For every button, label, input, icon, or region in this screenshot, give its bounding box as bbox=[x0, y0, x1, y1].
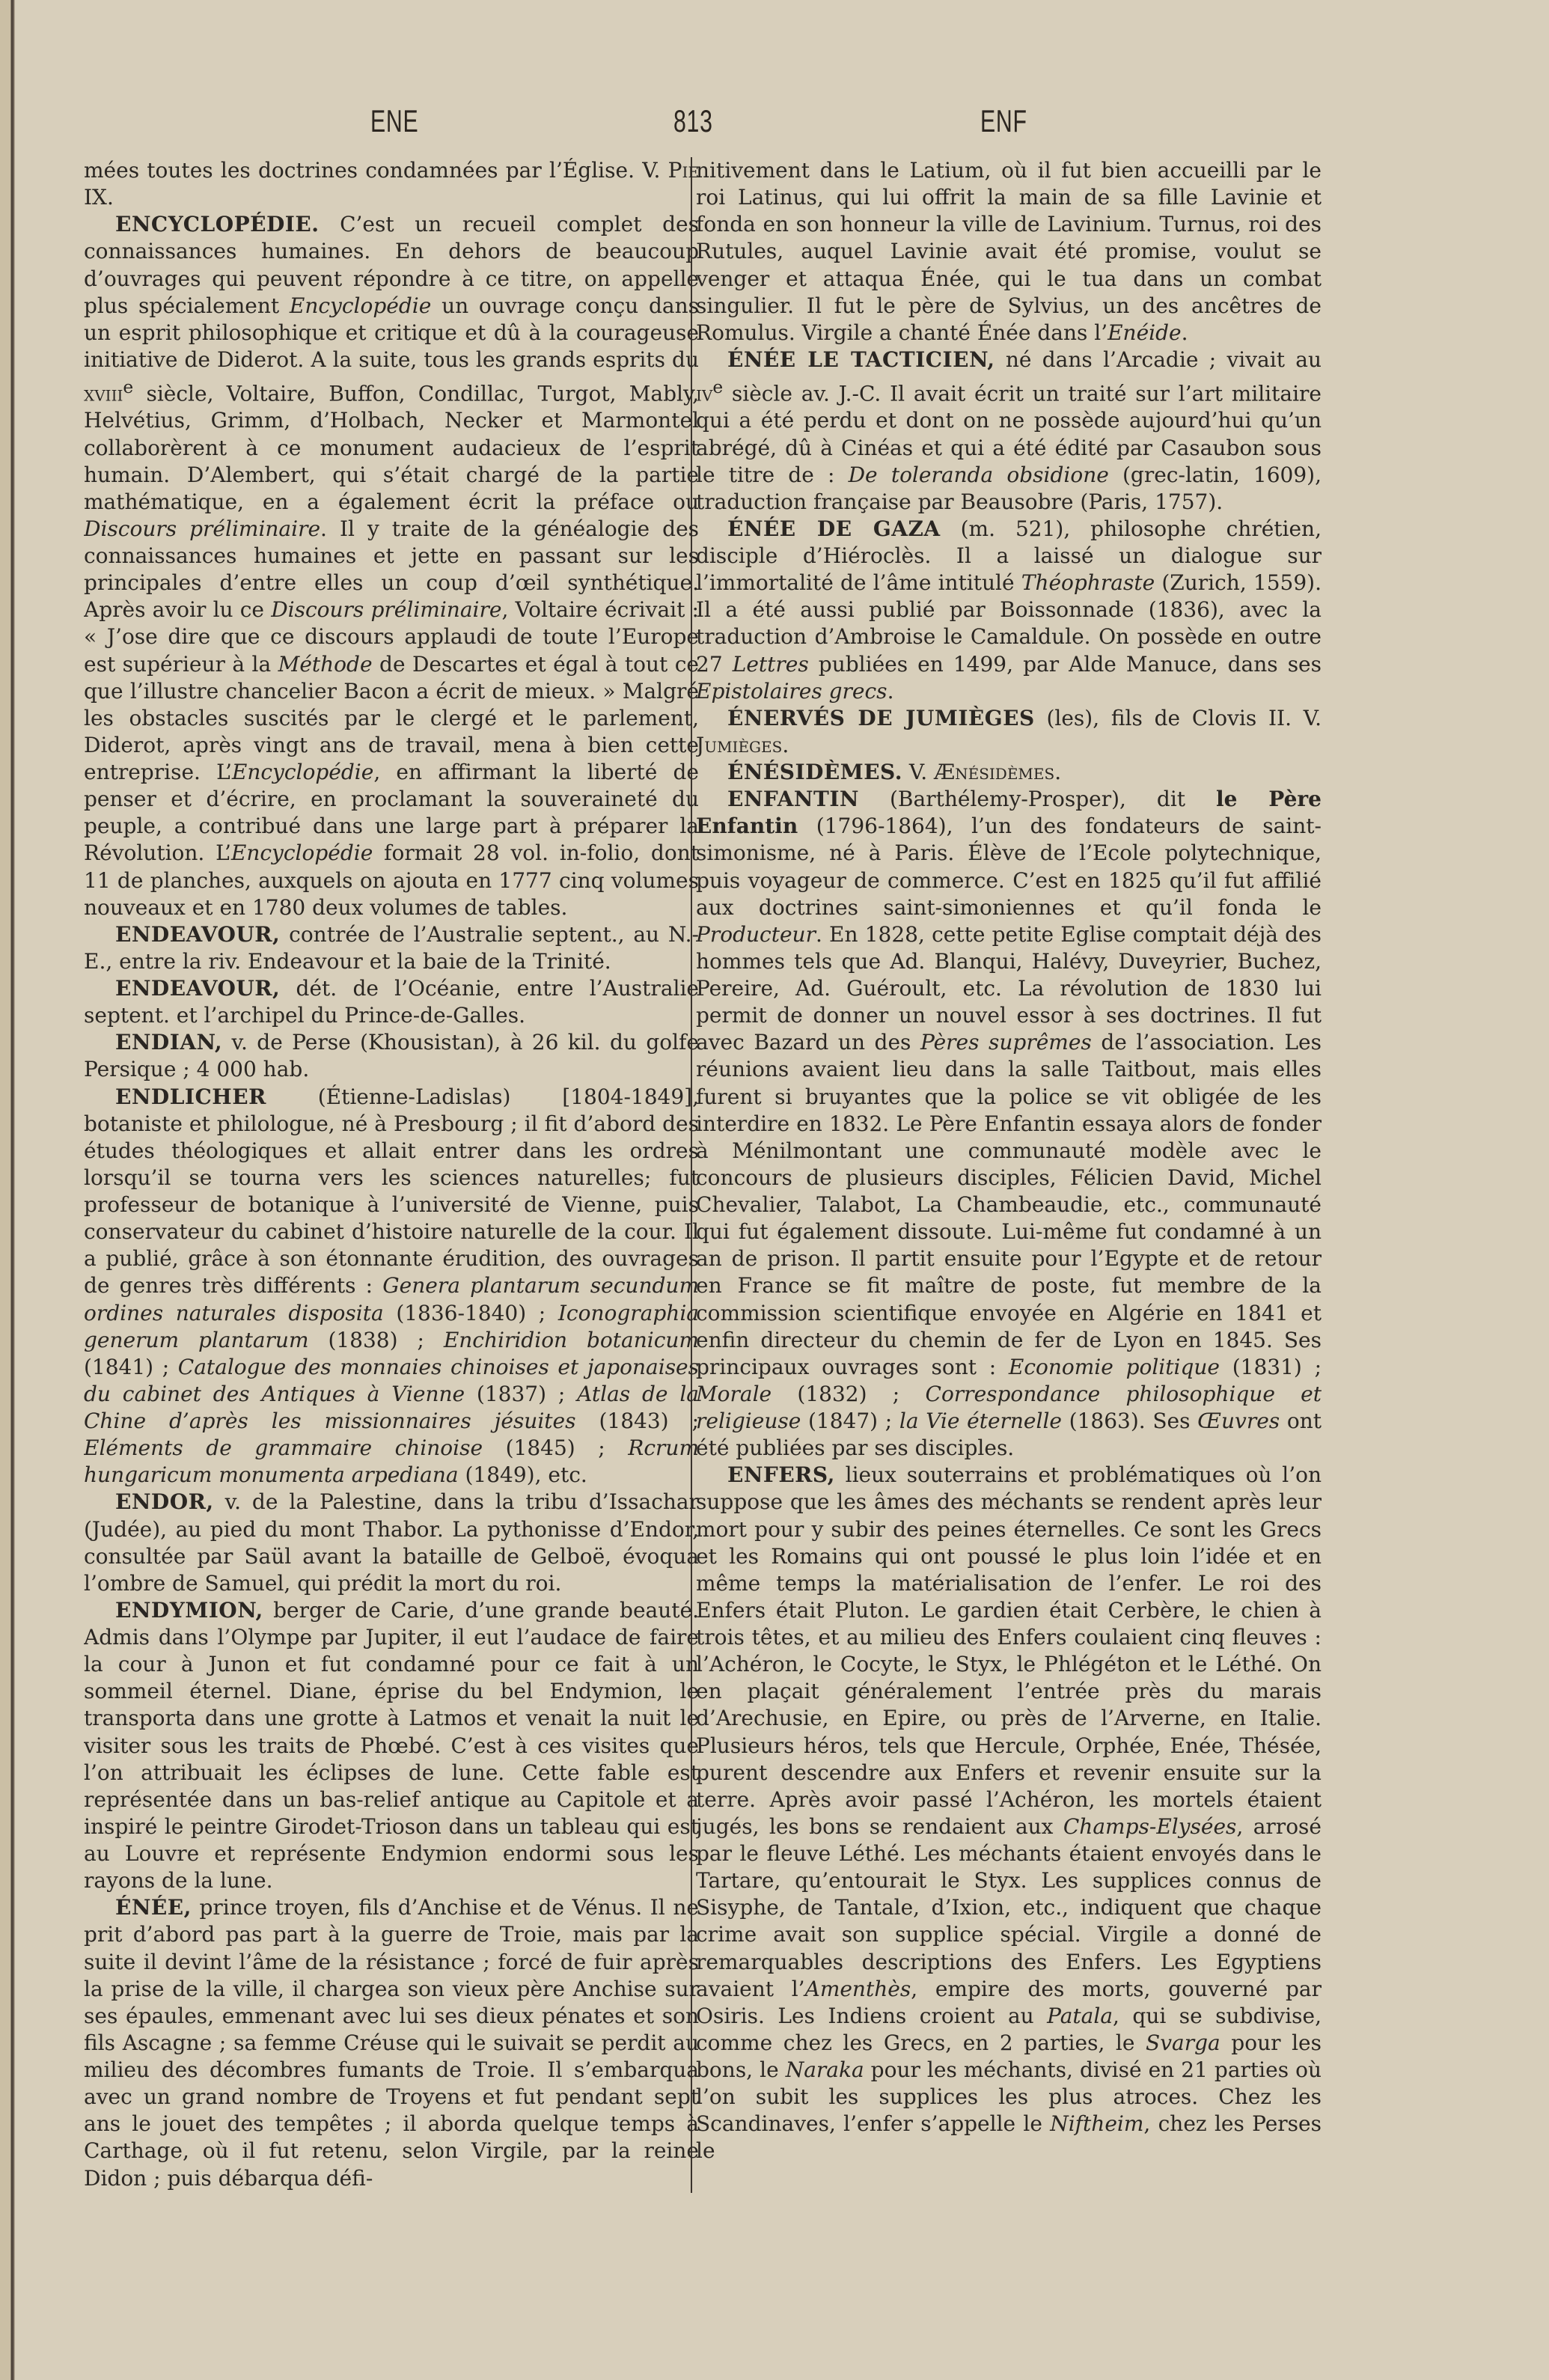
entry-enee-de-gaza: ÉNÉE DE GAZA (m. 521), philosophe chrétien, disciple d’Hiéroclès. Il a laissé un dialogue sur l’immortalité de l’âme intitulé Théophraste (Zurich, 1559). Il a été aussi publié par Boissonnade (1836), avec la traduction d’Ambroise le Camaldule. On possède en outre 27 Lettres publiées en 1499, par Alde Manuce, dans ses Epistolaires grecs. bbox=[696, 516, 1322, 704]
headword: ENFANTIN bbox=[727, 787, 860, 812]
binding-edge bbox=[0, 0, 15, 2380]
entry-enee-le-tacticien: ÉNÉE LE TACTICIEN, né dans l’Arcadie ; vivait au $iv^e$ siècle av. J.-C. Il avait écrit un traité sur l’art militaire qui a été perdu et dont on ne possède aujourd’hui qu’un abrégé, dû à Cinéas et qui a été édité par Casaubon sous le titre de : De toleranda obsidione (grec-latin, 1609), traduction française par Beausobre (Paris, 1757). bbox=[696, 347, 1322, 514]
headword: ENFERS, bbox=[727, 1462, 835, 1488]
entry-enfers: ENFERS, lieux souterrains et problématiques où l’on suppose que les âmes des méchants se rendent après leur mort pour y subir des peines éternelles. Ce sont les Grecs et les Romains qui ont poussé le plus loin l’idée et en même temps la matérialisation de l’enfer. Le roi des Enfers était Pluton. Le gardien était Cerbère, le chien à trois têtes, et au milieu des Enfers coulaient cinq fleuves : l’Achéron, le Cocyte, le Styx, le Phlégéton et le Léthé. On en plaçait généralement l’entrée près du marais d’Arechusie, en Epire, ou près de l’Arverne, en Italie. Plusieurs héros, tels que Hercule, Orphée, Enée, Thésée, purent descendre aux Enfers et revenir ensuite sur la terre. Après avoir passé l’Achéron, les mortels étaient jugés, les bons se rendaient aux Champs-Elysées, arrosé par le fleuve Léthé. Les méchants étaient envoyés dans le Tartare, qu’entourait le Styx. Les supplices connus de Sisyphe, de Tantale, d’Ixion, etc., indiquent que chaque crime avait son supplice spécial. Virgile a donné de remarquables descriptions des Enfers. Les Egyptiens avaient l’Amenthès, empire des morts, gouverné par Osiris. Les Indiens croient au Patala, qui se subdivise, comme chez les Grecs, en 2 parties, le Svarga pour les bons, le Naraka pour les méchants, divisé en 21 parties où l’on subit les supplices les plus atroces. Chez les Scandinaves, l’enfer s’appelle le Niftheim, chez les Perses le bbox=[696, 1462, 1322, 2164]
entry-enesidemes: ÉNÉSIDÈMES. V. Ænésidèmes. bbox=[727, 760, 1062, 785]
entry-endian: ENDIAN, v. de Perse (Khousistan), à 26 kil. du golfe Persique ; 4 000 hab. bbox=[84, 1030, 699, 1082]
entry-enerves-de-jumieges: ÉNERVÉS DE JUMIÈGES (les), fils de Clovis II. V. Jumièges. bbox=[696, 705, 1322, 757]
headword: ÉNÉSIDÈMES. bbox=[727, 760, 903, 785]
headword: ÉNÉE LE TACTICIEN, bbox=[727, 347, 995, 372]
headword: ENDIAN, bbox=[115, 1030, 223, 1055]
headword: ENCYCLOPÉDIE. bbox=[115, 212, 320, 237]
right-column bbox=[696, 157, 1322, 2165]
headword: ENDEAVOUR, bbox=[115, 976, 281, 1001]
entry-endlicher: ENDLICHER (Étienne-Ladislas) [1804-1849], botaniste et philologue, né à Presbourg ; il fit d’abord des études théologiques et allait entrer dans les ordres lorsqu’il se tourna vers les sciences naturelles; fut professeur de botanique à l’université de Vienne, puis conservateur du cabinet d’histoire naturelle de la cour. Il a publié, grâce à son étonnante érudition, des ouvrages de genres très différents : Genera plantarum secundum ordines naturales disposita (1836-1840) ; Iconographia generum plantarum (1838) ; Enchiridion botanicum (1841) ; Catalogue des monnaies chinoises et japonaises du cabinet des Antiques à Vienne (1837) ; Atlas de la Chine d’après les missionnaires jésuites (1843) ; Eléments de grammaire chinoise (1845) ; Rcrum hungaricum monumenta arpediana (1849), etc. bbox=[84, 1084, 699, 1488]
entry-enee: ÉNÉE, prince troyen, fils d’Anchise et de Vénus. Il ne prit d’abord pas part à la guerre de Troie, mais par la suite il devint l’âme de la résistance ; forcé de fuir après la prise de la ville, il chargea son vieux père Anchise sur ses épaules, emmenant avec lui ses dieux pénates et son fils Ascagne ; sa femme Créuse qui le suivait se perdit au milieu des décombres fumants de Troie. Il s’embarqua avec un grand nombre de Troyens et fut pendant sept ans le jouet des tempêtes ; il aborda quelque temps à Carthage, où il fut retenu, selon Virgile, par la reine Didon ; puis débarqua défi- bbox=[84, 1895, 699, 2191]
entry-continuation: mées toutes les doctrines condamnées par l’Église. V. Pie IX. bbox=[84, 158, 699, 210]
entry-continuation: nitivement dans le Latium, où il fut bien accueilli par le roi Latinus, qui lui offrit la main de sa fille Lavinie et fonda en son honneur la ville de Lavinium. Turnus, roi des Rutules, auquel Lavinie avait été promise, voulut se venger et attaqua Énée, qui le tua dans un combat singulier. Il fut le père de Sylvius, un des ancêtres de Romulus. Virgile a chanté Énée dans l’Enéide. bbox=[696, 158, 1322, 345]
cross-reference: Jumièges bbox=[696, 732, 783, 757]
entry-encyclopedie: ENCYCLOPÉDIE. C’est un recueil complet des connaissances humaines. En dehors de beaucoup d’ouvrages qui peuvent répondre à ce titre, on appelle plus spécialement Encyclopédie un ouvrage conçu dans un esprit philosophique et critique et dû à la courageuse initiative de Diderot. A la suite, tous les grands esprits du xviii$^e$ siècle, Voltaire, Buffon, Condillac, Turgot, Mably, Helvétius, Grimm, d’Holbach, Necker et Marmontel collaborèrent à ce monument audacieux de l’esprit humain. D’Alembert, qui s’était chargé de la partie mathématique, en a également écrit la préface ou Discours préliminaire. Il y traite de la généalogie des connaissances humaines et jette en passant sur les principales d’entre elles un coup d’œil synthétique. Après avoir lu ce Discours préliminaire, Voltaire écrivait : « J’ose dire que ce discours applaudi de toute l’Europe est supérieur à la Méthode de Descartes et égal à tout ce que l’illustre chancelier Bacon a écrit de mieux. » Malgré les obstacles suscités par le clergé et le parlement, Diderot, après vingt ans de travail, mena à bien cette entreprise. L’Encyclopédie, en affirmant la liberté de penser et d’écrire, en proclamant la souveraineté du peuple, a contribué dans une large part à préparer la Révolution. L’Encyclopédie formait 28 vol. in-folio, dont 11 de planches, auxquels on ajouta en 1777 cinq volumes nouveaux et en 1780 deux volumes de tables. bbox=[84, 212, 699, 920]
entry-endymion: ENDYMION, berger de Carie, d’une grande beauté. Admis dans l’Olympe par Jupiter, il eut l’audace de faire la cour à Junon et fut condamné pour ce fait à un sommeil éternel. Diane, éprise du bel Endymion, le transporta dans une grotte à Latmos et venait la nuit le visiter sous les traits de Phœbé. C’est à ces visites que l’on attribuait les éclipses de lune. Cette fable est représentée dans un bas-relief antique au Capitole et a inspiré le peintre Girodet-Trioson dans un tableau qui est au Louvre et représente Endymion endormi sous les rayons de la lune. bbox=[84, 1597, 699, 1894]
headword: ÉNERVÉS DE JUMIÈGES bbox=[727, 705, 1035, 730]
entry-endeavour-1: ENDEAVOUR, contrée de l’Australie septent., au N.-E., entre la riv. Endeavour et la baie de la Trinité. bbox=[84, 921, 699, 974]
left-guide-word: ENE bbox=[370, 103, 419, 138]
headword: ENDYMION, bbox=[115, 1597, 263, 1623]
headword: ENDLICHER bbox=[115, 1084, 266, 1109]
cross-reference: Ænésidèmes bbox=[934, 760, 1055, 785]
running-head bbox=[15, 103, 1549, 148]
headword: ENDOR, bbox=[115, 1489, 214, 1515]
entry-enfantin: ENFANTIN (Barthélemy-Prosper), dit le Père Enfantin (1796-1864), l’un des fondateurs de saint-simonisme, né à Paris. Élève de l’Ecole polytechnique, puis voyageur de commerce. C’est en 1825 qu’il fut affilié aux doctrines saint-simoniennes et qu’il fonda le Producteur. En 1828, cette petite Eglise comptait déjà des hommes tels que Ad. Blanqui, Halévy, Duveyrier, Buchez, Pereire, Ad. Guéroult, etc. La révolution de 1830 lui permit de donner un nouvel essor à ses doctrines. Il fut avec Bazard un des Pères suprêmes de l’association. Les réunions avaient lieu dans la salle Taitbout, mais elles furent si bruyantes que la police se vit obligée de les interdire en 1832. Le Père Enfantin essaya alors de fonder à Ménilmontant une communauté modèle avec le concours de plusieurs disciples, Félicien David, Michel Chevalier, Talabot, La Chambeaudie, etc., communauté qui fut également dissoute. Lui-même fut condamné à un an de prison. Il partit ensuite pour l’Egypte et de retour en France se fit maître de poste, fut membre de la commission scientifique envoyée en Algérie en 1841 et enfin directeur du chemin de fer de Lyon en 1845. Ses principaux ouvrages sont : Economie politique (1831) ; Morale (1832) ; Correspondance philosophique et religieuse (1847) ; la Vie éternelle (1863). Ses Œuvres ont été publiées par ses disciples. bbox=[696, 787, 1322, 1461]
headword: ENDEAVOUR, bbox=[115, 921, 281, 947]
left-column bbox=[84, 157, 699, 2192]
page-number: 813 bbox=[673, 103, 713, 138]
right-guide-word: ENF bbox=[980, 103, 1027, 138]
headword: ÉNÉE DE GAZA bbox=[727, 516, 941, 541]
dictionary-page bbox=[15, 0, 1549, 2380]
entry-endeavour-2: ENDEAVOUR, dét. de l’Océanie, entre l’Australie septent. et l’archipel du Prince-de-Galles. bbox=[84, 976, 699, 1028]
entry-endor: ENDOR, v. de la Palestine, dans la tribu d’Issachar (Judée), au pied du mont Thabor. La pythonisse d’Endor, consultée par Saül avant la bataille de Gelboë, évoqua l’ombre de Samuel, qui prédit la mort du roi. bbox=[84, 1489, 699, 1596]
headword: ÉNÉE, bbox=[115, 1895, 192, 1920]
